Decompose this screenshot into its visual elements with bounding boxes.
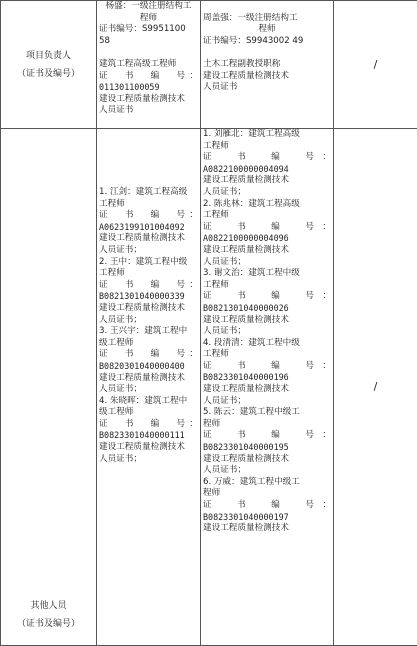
cell-text-line: A0822100000004096 bbox=[203, 233, 289, 244]
cell-text-line: 建设工程质量检测技术 bbox=[203, 314, 289, 325]
cell-text-line: 011301100059 bbox=[99, 82, 160, 93]
project-lead-label-sub: （证书及编号） bbox=[16, 68, 80, 79]
cell-text-line: 工程师 bbox=[203, 279, 229, 290]
other-staff-col3-cell bbox=[201, 129, 334, 646]
cell-text-line bbox=[203, 47, 331, 59]
cell-text-line: 工程师 bbox=[203, 349, 229, 360]
cell-text-line: 人员证书 bbox=[99, 105, 134, 116]
cell-text-line: 证 书 编 号： bbox=[203, 360, 331, 371]
cell-text-line: 建设工程质量检测技术 bbox=[203, 523, 289, 534]
cell-text-line: 6. 万威：建筑工程中级工 bbox=[203, 476, 300, 487]
cell-text-line: 2. 陈兆林：建筑工程高级 bbox=[203, 198, 300, 209]
cell-text-line: B0823301040000195 bbox=[203, 442, 289, 453]
cell-text-line: 人员证书； bbox=[203, 186, 246, 197]
cell-text-line: 证 书 编 号： bbox=[99, 210, 198, 221]
cell-text-line: 建设工程质量检测技术 bbox=[203, 453, 289, 464]
cell-text-line: 人员证书； bbox=[99, 384, 142, 395]
slash-mark: / bbox=[373, 57, 378, 71]
cell-text-line: 建设工程质量检测技术 bbox=[203, 244, 289, 255]
cell-text-line: 建设工程质量检测技术 bbox=[203, 175, 289, 186]
cell-text-line: 3. 谢文治：建筑工程中级 bbox=[203, 268, 300, 279]
other-staff-label-cell bbox=[1, 129, 97, 646]
cell-text-line: 证书编号：S9951100 58 bbox=[99, 24, 186, 46]
cell-text-line: B0821301040000026 bbox=[203, 302, 289, 313]
cell-text-line: 证 书 编 号： bbox=[99, 349, 198, 360]
table-row bbox=[1, 129, 417, 646]
cell-text-line: B0823301040000196 bbox=[203, 372, 289, 383]
cell-text-line: 证 书 编 号： bbox=[99, 418, 198, 429]
table-row bbox=[1, 1, 417, 129]
cell-text-line: 人员证书； bbox=[203, 326, 246, 337]
cell-text-line: 证 书 编 号： bbox=[203, 430, 331, 441]
cell-text-line: 3. 王兴宇：建筑工程中 bbox=[99, 326, 188, 337]
cell-text-line: 工程师 bbox=[203, 140, 229, 151]
cell-text-line: 5. 陈云：建筑工程中级工 bbox=[203, 407, 300, 418]
cell-text-line: 人员证书； bbox=[99, 244, 142, 255]
cell-text-line: 周盖强：一级注册结构工 bbox=[203, 12, 298, 23]
other-staff-label-sub: （证书及编号） bbox=[16, 619, 80, 629]
cell-text-line: 级工程师 bbox=[99, 407, 134, 418]
cell-text-line: 建设工程质量检测技术 bbox=[99, 93, 185, 104]
cell-text-line: 土木工程副教授职称 bbox=[203, 58, 281, 69]
cell-text-line: 建设工程质量检测技术 bbox=[99, 233, 185, 244]
other-staff-col3 bbox=[203, 129, 331, 535]
cell-text-line: 4. 朱晓晖：建筑工程中 bbox=[99, 395, 188, 406]
cell-text-line: 程师 bbox=[203, 488, 221, 499]
cell-text-line bbox=[203, 1, 331, 13]
cell-text-line: B0823301040000111 bbox=[99, 430, 185, 441]
cell-text-line: B0820301040000400 bbox=[99, 360, 185, 371]
cell-text-line: 2. 王中：建筑工程中级 bbox=[99, 256, 188, 267]
cell-text-line: B0823301040000197 bbox=[203, 511, 289, 522]
cell-text-line: 人员证书 bbox=[203, 82, 238, 93]
cell-text-line: 建设工程质量检测技术 bbox=[203, 384, 289, 395]
other-staff-col2 bbox=[99, 187, 198, 465]
cell-text-line: 程师 bbox=[203, 418, 221, 429]
cell-text-line: 证 书 编 号： bbox=[99, 70, 198, 81]
cell-text-line: A0822100000004094 bbox=[203, 163, 289, 174]
cell-text-line: 证书编号：S9943002 49 bbox=[203, 35, 304, 46]
cell-text-line: 证 书 编 号： bbox=[203, 500, 331, 510]
cell-text-line: 证 书 编 号： bbox=[99, 279, 198, 290]
cell-text-line: 工程师 bbox=[99, 268, 125, 279]
cell-text-line: 工程师 bbox=[99, 198, 125, 209]
cell-text-line: 人员证书； bbox=[99, 453, 142, 464]
slash-mark: / bbox=[373, 380, 378, 394]
cell-text-line: 杨盛：一级注册结构工 bbox=[105, 1, 192, 11]
cell-text-line: 建设工程质量检测技术 bbox=[99, 302, 185, 313]
cell-text-line bbox=[99, 47, 198, 59]
project-lead-col3 bbox=[203, 1, 331, 94]
cell-text-line: 建筑工程高级工程师 bbox=[99, 58, 177, 69]
other-staff-col4-cell bbox=[334, 129, 417, 646]
cell-text-line: 建设工程质量检测技术 bbox=[203, 70, 289, 81]
cell-text-line: 人员证书； bbox=[99, 314, 142, 325]
cell-text-line: 人员证书； bbox=[203, 395, 246, 406]
cell-text-line: 证 书 编 号： bbox=[203, 291, 331, 302]
cell-text-line: A0623199101004092 bbox=[99, 221, 185, 232]
cell-text-line: 证 书 编 号： bbox=[203, 221, 331, 232]
cell-text-line: 建设工程质量检测技术 bbox=[99, 372, 185, 383]
other-staff-col2-cell bbox=[97, 129, 201, 646]
project-lead-label: 项目负责人 bbox=[25, 50, 71, 61]
cell-text-line: 4. 段清清：建筑工程中级 bbox=[203, 337, 300, 348]
project-lead-label-cell bbox=[1, 1, 97, 129]
other-staff-label: 其他人员 bbox=[30, 601, 67, 611]
cell-text-line: 工程师 bbox=[203, 210, 229, 221]
cell-text-line: 人员证书； bbox=[203, 465, 246, 476]
cell-text-line: 程师 bbox=[139, 12, 158, 23]
cell-text-line: 级工程师 bbox=[99, 337, 134, 348]
project-lead-col2 bbox=[99, 1, 198, 117]
cell-text-line: 1. 刘雁北：建筑工程高级 bbox=[203, 129, 300, 139]
project-lead-col4-cell bbox=[334, 1, 417, 129]
cell-text-line: B0821301040000339 bbox=[99, 291, 185, 302]
cell-text-line: 建设工程质量检测技术 bbox=[99, 442, 185, 453]
cell-text-line: 1. 江剑：建筑工程高级 bbox=[99, 187, 188, 197]
project-lead-col3-cell bbox=[201, 1, 334, 129]
cell-text-line: 程师 bbox=[258, 24, 276, 35]
project-lead-col2-cell bbox=[97, 1, 201, 129]
cell-text-line: 人员证书； bbox=[203, 256, 246, 267]
cell-text-line: 证 书 编 号： bbox=[203, 152, 331, 163]
